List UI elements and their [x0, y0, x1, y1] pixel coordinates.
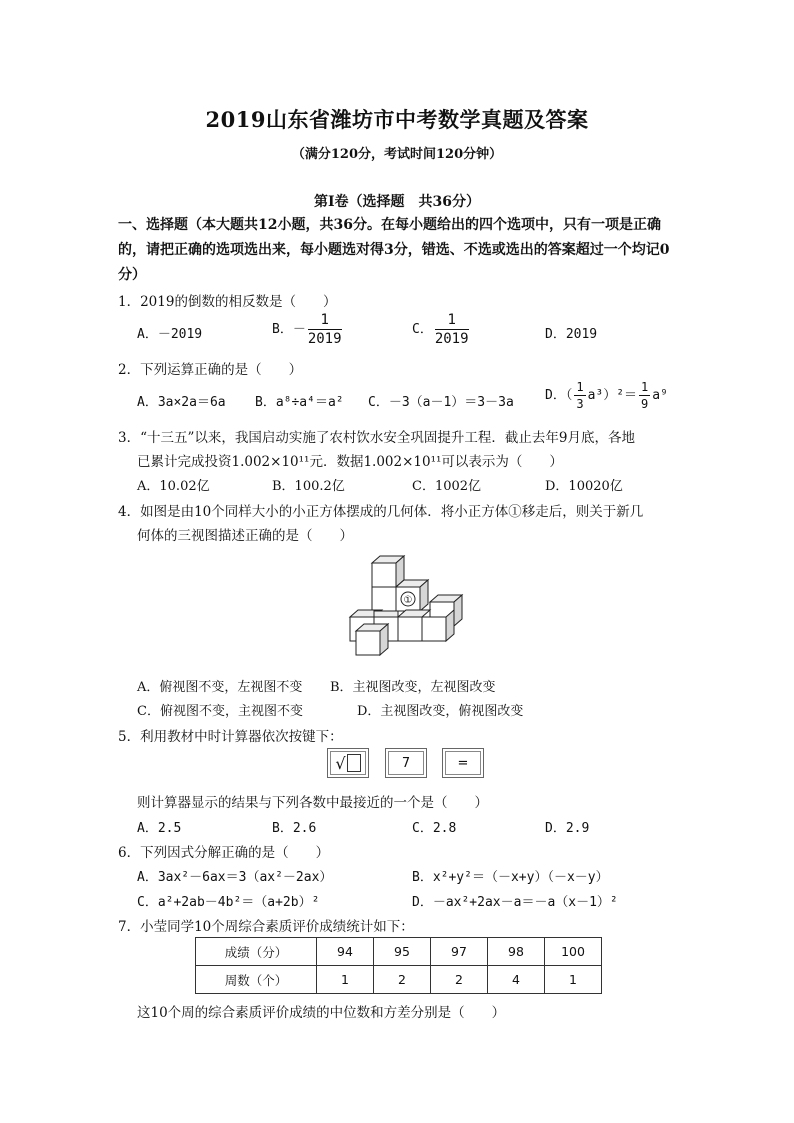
table-header-cell: 周数（个）	[196, 966, 317, 994]
calculator-key-7: 7	[385, 748, 427, 778]
q5-option-d: D．2.9	[545, 821, 590, 836]
cube-front-face	[398, 617, 422, 641]
table-cell: 95	[374, 938, 431, 966]
q3-option-c: C．1002亿	[412, 479, 482, 494]
q3-stem-line-2: 已累计完成投资1.002×10¹¹元．数据1.002×10¹¹可以表示为（ ）	[137, 454, 563, 470]
score-table	[195, 937, 602, 994]
q3-stem-line-1: 3．“十三五”以来，我国启动实施了农村饮水安全巩固提升工程．截止去年9月底，各地	[118, 430, 635, 446]
q3-option-a: A．10.02亿	[137, 479, 210, 494]
q2-option-d-fraction-1	[574, 381, 585, 410]
q4-option-a: A．俯视图不变，左视图不变	[137, 680, 303, 695]
q7-stem: 7．小莹同学10个周综合素质评价成绩统计如下：	[118, 919, 414, 935]
q6-option-d: D．－ax²+2ax－a＝－a（x－1）²	[412, 895, 618, 910]
q4-option-c: C．俯视图不变，主视图不变	[137, 704, 303, 719]
q2-option-d-fraction-2-denominator: 9	[641, 397, 649, 411]
q1-option-c-denominator: 2019	[434, 331, 469, 347]
q4-stem-line-1: 4．如图是由10个同样大小的小正方体摆成的几何体．将小正方体①移走后，则关于新几	[118, 504, 644, 520]
table-cell: 100	[545, 938, 602, 966]
cube-top-face	[374, 611, 398, 617]
calculator-sqrt-key	[327, 748, 369, 778]
q1-option-b-prefix: B．－	[272, 322, 306, 337]
q2-option-d-fraction-1-denominator: 3	[576, 397, 584, 411]
q1-option-c-prefix: C．	[412, 322, 433, 337]
q4-stem-line-2: 何体的三视图描述正确的是（ ）	[137, 528, 353, 544]
sqrt-box-icon	[347, 754, 361, 772]
table-cell: 97	[431, 938, 488, 966]
q6-option-b: B．x²+y²＝（－x+y）（－x－y）	[412, 870, 609, 885]
section-instruction: 一、选择题（本大题共12小题，共36分。在每小题给出的四个选项中，只有一项是正确的，请把正确的选项选出来，每小题选对得3分，错选、不选或选出的答案超过一个均记0分）	[118, 217, 670, 283]
section-heading: 第Ⅰ卷（选择题 共36分）	[313, 194, 481, 210]
table-cell: 98	[488, 938, 545, 966]
q2-option-a: A．3a×2a＝6a	[137, 395, 226, 410]
sqrt-icon: √	[335, 753, 346, 773]
cube-front-face	[372, 563, 396, 587]
table-cell: 2	[431, 966, 488, 994]
cube-front-face	[422, 617, 446, 641]
q5-stem: 5．利用教材中时计算器依次按键下：	[118, 729, 343, 745]
q2-stem: 2．下列运算正确的是（ ）	[118, 362, 303, 378]
q6-option-a: A．3ax²－6ax＝3（ax²－2ax）	[137, 870, 333, 885]
q1-option-b-numerator: 1	[308, 313, 342, 330]
table-cell: 1	[545, 966, 602, 994]
q2-option-d	[545, 381, 668, 410]
q2-option-c: C．－3（a－1）＝3－3a	[368, 395, 514, 410]
table-cell: 1	[317, 966, 374, 994]
q5-stem-line-2: 则计算器显示的结果与下列各数中最接近的一个是（ ）	[137, 795, 488, 811]
cube-1-label: ①	[403, 595, 413, 606]
q6-stem: 6．下列因式分解正确的是（ ）	[118, 845, 330, 861]
table-cell: 2	[374, 966, 431, 994]
table-row	[196, 938, 602, 966]
table-header-cell: 成绩（分）	[196, 938, 317, 966]
q1-option-b-fraction	[308, 313, 342, 346]
q5-option-a: A．2.5	[137, 821, 182, 836]
q6-option-c: C．a²+2ab－4b²＝（a+2b）²	[137, 895, 320, 910]
cube-front-face	[356, 631, 380, 655]
table-cell: 94	[317, 938, 374, 966]
q3-option-b: B．100.2亿	[272, 479, 345, 494]
q1-option-c	[412, 313, 471, 346]
q2-option-d-middle: a³）²＝	[587, 388, 638, 403]
q5-option-c: C．2.8	[412, 821, 457, 836]
q1-option-d: D．2019	[545, 327, 598, 342]
q1-option-b-denominator: 2019	[307, 331, 342, 347]
q2-option-d-fraction-1-numerator: 1	[576, 380, 584, 394]
exam-info: （满分120分，考试时间120分钟）	[291, 147, 503, 162]
cube-figure	[340, 553, 470, 663]
q2-option-d-tail: a⁹	[652, 388, 668, 403]
q1-option-c-fraction	[435, 313, 469, 346]
q1-option-a: A．－2019	[137, 327, 203, 342]
calculator-equals-key: =	[442, 748, 484, 778]
table-row	[196, 966, 602, 994]
table-cell: 4	[488, 966, 545, 994]
q2-option-d-prefix: D．（	[545, 388, 573, 403]
q4-option-d: D．主视图改变，俯视图改变	[357, 704, 524, 719]
q1-option-b	[272, 313, 344, 346]
q2-option-d-fraction-2-numerator: 1	[641, 380, 649, 394]
q1-stem: 1．2019的倒数的相反数是（ ）	[118, 294, 337, 310]
q2-option-b: B．a⁸÷a⁴＝a²	[255, 395, 344, 410]
q5-option-b: B．2.6	[272, 821, 317, 836]
q1-option-c-numerator: 1	[435, 313, 469, 330]
q3-option-d: D．10020亿	[545, 479, 623, 494]
q4-option-b: B．主视图改变，左视图改变	[330, 680, 496, 695]
page-title: 2019山东省潍坊市中考数学真题及答案	[205, 107, 589, 132]
q2-option-d-fraction-2	[639, 381, 650, 410]
cube-front-face	[372, 587, 396, 611]
q7-stem-line-2: 这10个周的综合素质评价成绩的中位数和方差分别是（ ）	[137, 1005, 506, 1021]
